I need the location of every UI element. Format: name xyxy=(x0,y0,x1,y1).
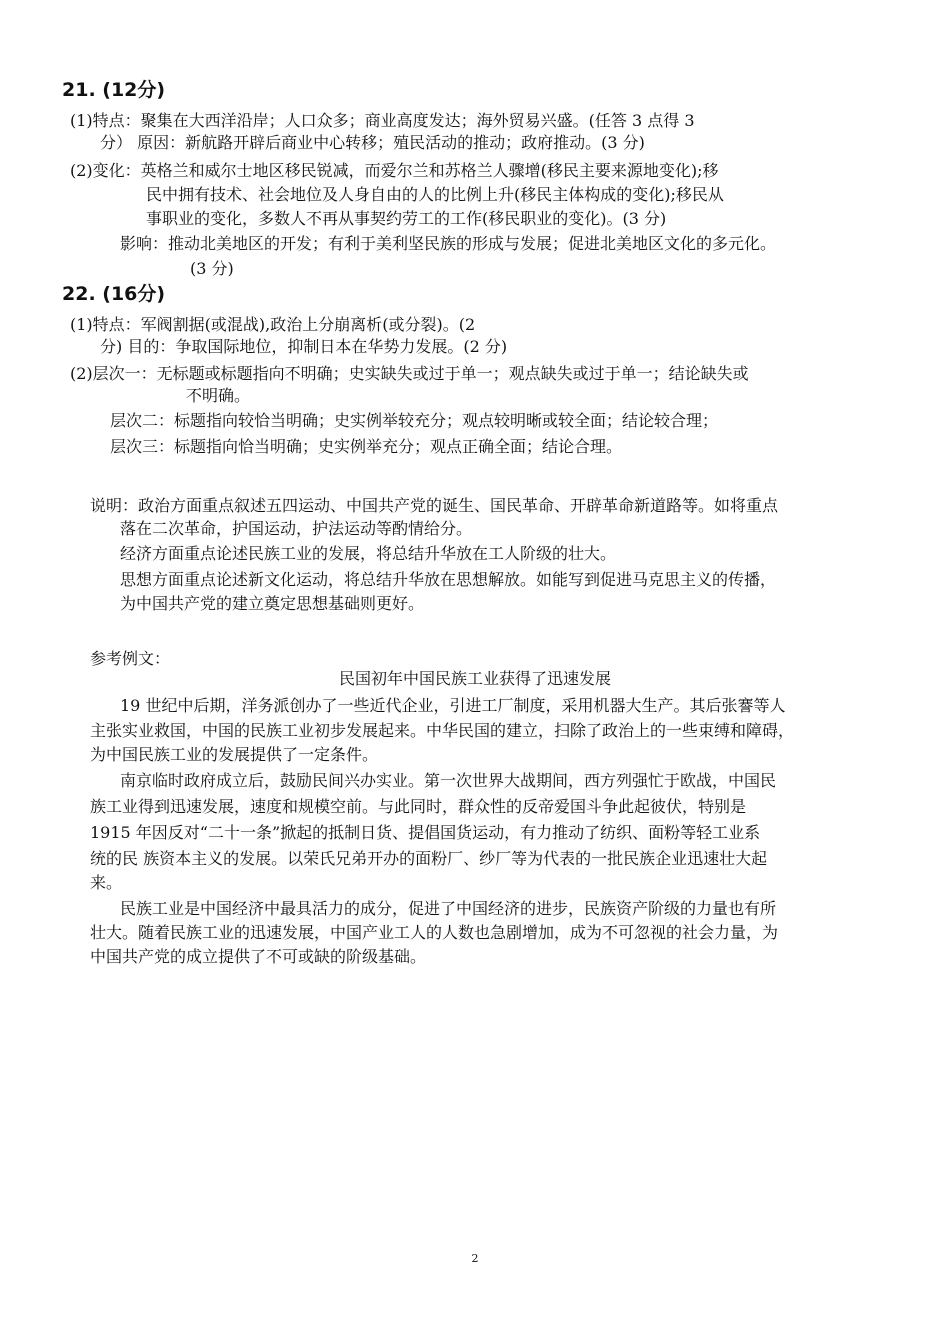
q21-impact-line1: 影响：推动北美地区的开发；有利于美利坚民族的形成与发展；促进北美地区文化的多元化。 xyxy=(120,234,777,253)
q21-heading: 21. (12分) xyxy=(62,79,166,101)
sample-label: 参考例文： xyxy=(90,649,171,668)
note-line3: 经济方面重点论述民族工业的发展，将总结升华放在工人阶级的壮大。 xyxy=(120,544,617,563)
sample-para1-line1: 19 世纪中后期，洋务派创办了一些近代企业，引进工厂制度，采用机器大生产。其后张謇等人 xyxy=(120,696,786,715)
sample-title: 民国初年中国民族工业获得了迅速发展 xyxy=(338,669,611,688)
page-number: 2 xyxy=(471,1252,479,1265)
q21-part1-line2: 分） 原因：新航路开辟后商业中心转移；殖民活动的推动；政府推动。(3 分) xyxy=(100,133,645,152)
sample-para2-line1: 南京临时政府成立后，鼓励民间兴办实业。第一次世界大战期间，西方列强忙于欧战，中国民 xyxy=(120,771,777,790)
sample-para1-line2: 主张实业救国，中国的民族工业初步发展起来。中华民国的建立，扫除了政治上的一些束缚和障碍， xyxy=(90,721,795,740)
sample-para2-line5: 来。 xyxy=(90,873,123,892)
q22-part1-line2: 分) 目的：争取国际地位，抑制日本在华势力发展。(2 分) xyxy=(100,337,508,356)
note-line2: 落在二次革命，护国运动，护法运动等酌情给分。 xyxy=(120,519,473,538)
note-line1: 说明：政治方面重点叙述五四运动、中国共产党的诞生、国民革命、开辟革命新道路等。如将重点 xyxy=(90,496,779,515)
note-line4: 思想方面重点论述新文化运动，将总结升华放在思想解放。如能写到促进马克思主义的传播， xyxy=(120,570,777,589)
sample-para2-line3: 1915 年因反对“二十一条”掀起的抵制日货、提倡国货运动，有力推动了纺织、面粉等轻工业系 xyxy=(90,823,761,842)
q22-part1-line1: (1)特点：军阀割据(或混战),政治上分崩离析(或分裂)。(2 xyxy=(70,315,476,334)
sample-para3-line1: 民族工业是中国经济中最具活力的成分，促进了中国经济的进步，民族资产阶级的力量也有所 xyxy=(120,899,777,918)
sample-para2-line2: 族工业得到迅速发展，速度和规模空前。与此同时，群众性的反帝爱国斗争此起彼伏，特别是 xyxy=(90,797,747,816)
sample-para3-line3: 中国共产党的成立提供了不可或缺的阶级基础。 xyxy=(90,947,427,966)
q22-level1-line1: (2)层次一：无标题或标题指向不明确；史实缺失或过于单一；观点缺失或过于单一；结论缺失或 xyxy=(70,364,749,383)
q21-part1-line1: (1)特点：聚集在大西洋沿岸；人口众多；商业高度发达；海外贸易兴盛。(任答 3 点得 3 xyxy=(70,111,695,130)
sample-para1-line3: 为中国民族工业的发展提供了一定条件。 xyxy=(90,745,379,764)
q21-part2-line1: (2)变化：英格兰和威尔士地区移民锐减，而爱尔兰和苏格兰人骤增(移民主要来源地变化);移 xyxy=(70,161,719,180)
sample-para2-line4: 统的民 族资本主义的发展。以荣氏兄弟开办的面粉厂、纱厂等为代表的一批民族企业迅速壮大起 xyxy=(90,849,768,868)
q21-part2-line2: 民中拥有技术、社会地位及人身自由的人的比例上升(移民主体构成的变化);移民从 xyxy=(146,185,724,204)
q22-level1-line2: 不明确。 xyxy=(186,386,251,405)
q22-heading: 22. (16分) xyxy=(62,283,166,305)
sample-para3-line2: 壮大。随着民族工业的迅速发展，中国产业工人的人数也急剧增加，成为不可忽视的社会力量，为 xyxy=(90,923,779,942)
q22-level3: 层次三：标题指向恰当明确；史实例举充分；观点正确全面；结论合理。 xyxy=(110,437,623,456)
q21-impact-line2: (3 分) xyxy=(190,259,234,278)
note-line5: 为中国共产党的建立奠定思想基础则更好。 xyxy=(120,594,425,613)
q21-part2-line3: 事职业的变化，多数人不再从事契约劳工的工作(移民职业的变化)。(3 分) xyxy=(146,209,667,228)
q22-level2: 层次二：标题指向较恰当明确；史实例举较充分；观点较明晰或较全面；结论较合理； xyxy=(110,411,719,430)
